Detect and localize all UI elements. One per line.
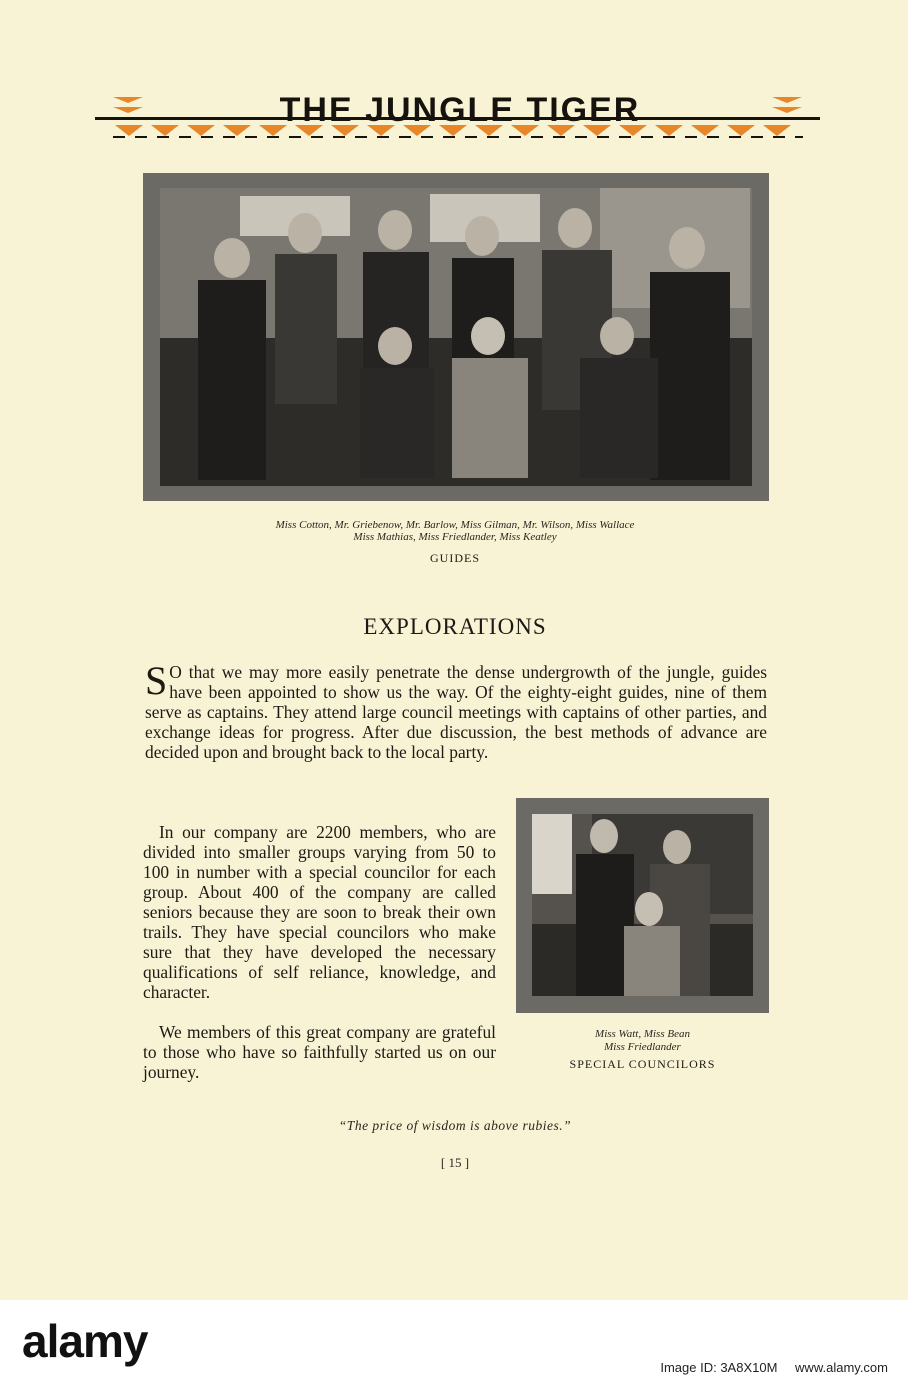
page-number: [ 15 ]: [440, 1155, 470, 1170]
paragraph-1: [145, 658, 767, 762]
ornament-left-mid: [113, 107, 143, 113]
masthead-title: THE JUNGLE TIGER: [279, 91, 641, 129]
paragraph-3-text: We members of this great company are grateful to those who have so faithfully started us on our journey.: [143, 1022, 496, 1082]
footer-meta: [646, 1360, 888, 1375]
ornament-right-top: [772, 97, 802, 103]
stock-footer: [0, 1300, 908, 1390]
councilors-caption-title: SPECIAL COUNCILORS: [569, 1057, 716, 1071]
councilors-photo-illustration: [532, 814, 753, 996]
paragraph-2: [143, 822, 496, 1002]
guides-photo-frame: [143, 173, 769, 501]
guides-names-line1: Miss Cotton, Mr. Griebenow, Mr. Barlow, Miss Gilman, Mr. Wilson, Miss Wallace: [275, 519, 635, 531]
paragraph-1-text: O that we may more easily penetrate the dense undergrowth of the jungle, guides have been appointed to show us the way. Of the eighty-eight guides, nine of them serve as captains. They attend large council meetings with captains of other parties, and exchange ideas for progress. After due discussion, the best methods of advance are decided upon and brought back to the local party.: [145, 662, 767, 762]
guides-photo: [160, 188, 752, 486]
footer-image-id: Image ID: 3A8X10M: [660, 1360, 778, 1375]
councilors-names-line1: Miss Watt, Miss Bean: [595, 1028, 690, 1040]
quote: “The price of wisdom is above rubies.”: [338, 1118, 572, 1133]
paragraph-2-text: In our company are 2200 members, who are divided into smaller groups varying from 50 to 100 in number with a special councilor for each group. About 400 of the company are called seniors because they are soon to break their own trails. They have special councilors who make sure that they have developed the necessary qualifications of self reliance, knowledge, and character.: [143, 822, 496, 1002]
article-heading: EXPLORATIONS: [363, 614, 547, 639]
masthead: [95, 92, 820, 140]
paragraph-3: [143, 1022, 496, 1082]
councilors-photo: [532, 814, 753, 996]
guides-photo-illustration: [160, 188, 752, 486]
footer-brand-logo: alamy: [22, 1315, 148, 1367]
councilors-names-line2: Miss Friedlander: [604, 1041, 681, 1053]
councilors-photo-frame: [516, 798, 769, 1013]
drop-cap: S: [145, 658, 168, 703]
footer-site: www.alamy.com: [795, 1360, 888, 1375]
guides-caption-title: GUIDES: [430, 551, 480, 565]
guides-names-line2: Miss Mathias, Miss Friedlander, Miss Keatley: [353, 531, 557, 543]
ornament-right-mid: [772, 107, 802, 113]
ornament-left-top: [113, 97, 143, 103]
